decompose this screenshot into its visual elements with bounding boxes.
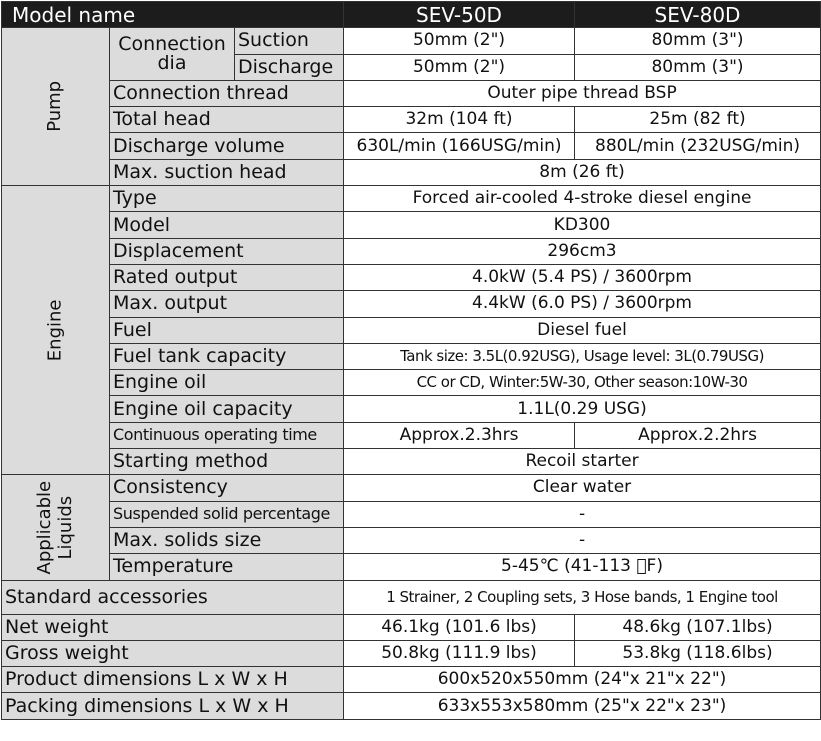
suction-label: Suction: [235, 28, 344, 54]
table-row: [2, 159, 821, 185]
table-row: [2, 133, 821, 159]
fuel-tank-value: Tank size: 3.5L(0.92USG), Usage level: 3L(0.79USG): [344, 343, 821, 369]
suction-value-a: 50mm (2"): [344, 28, 575, 54]
product-dimensions-value: 600x520x550mm (24"x 21"x 22"): [344, 667, 821, 693]
consistency-label: Consistency: [110, 475, 344, 501]
net-weight-label: Net weight: [2, 614, 344, 640]
suction-value-b: 80mm (3"): [575, 28, 821, 54]
max-solids-size-label: Max. solids size: [110, 527, 344, 553]
table-row: [2, 580, 821, 614]
table-row: [2, 501, 821, 527]
discharge-label: Discharge: [235, 54, 344, 80]
gross-weight-value-a: 50.8kg (111.9 lbs): [344, 640, 575, 666]
engine-oil-label: Engine oil: [110, 370, 344, 396]
max-solids-size-value: -: [344, 527, 821, 553]
pump-group-label: Pump: [2, 28, 110, 186]
connection-thread-value: Outer pipe thread BSP: [344, 80, 821, 106]
table-row: [2, 693, 821, 719]
continuous-operating-value-a: Approx.2.3hrs: [344, 422, 575, 448]
continuous-operating-value-b: Approx.2.2hrs: [575, 422, 821, 448]
discharge-value-b: 80mm (3"): [575, 54, 821, 80]
total-head-value-b: 25m (82 ft): [575, 107, 821, 133]
table-row: [2, 667, 821, 693]
engine-type-label: Type: [110, 186, 344, 212]
suspended-solid-label: Suspended solid percentage: [110, 501, 344, 527]
table-row: [2, 449, 821, 475]
suspended-solid-value: -: [344, 501, 821, 527]
total-head-label: Total head: [110, 107, 344, 133]
table-row: [2, 317, 821, 343]
packing-dimensions-value: 633x553x580mm (25"x 22"x 23"): [344, 693, 821, 719]
net-weight-value-a: 46.1kg (101.6 lbs): [344, 614, 575, 640]
table-row: [2, 238, 821, 264]
engine-group-label: Engine: [2, 186, 110, 475]
rated-output-value: 4.0kW (5.4 PS) / 3600rpm: [344, 264, 821, 290]
max-suction-head-value: 8m (26 ft): [344, 159, 821, 185]
standard-accessories-label: Standard accessories: [2, 580, 344, 614]
table-row: [2, 28, 821, 54]
spec-table: [1, 1, 821, 720]
table-row: [2, 186, 821, 212]
header-row: [2, 2, 821, 28]
table-row: [2, 614, 821, 640]
displacement-label: Displacement: [110, 238, 344, 264]
max-output-label: Max. output: [110, 291, 344, 317]
consistency-value: Clear water: [344, 475, 821, 501]
engine-model-label: Model: [110, 212, 344, 238]
gross-weight-label: Gross weight: [2, 640, 344, 666]
continuous-operating-label: Continuous operating time: [110, 422, 344, 448]
table-row: [2, 264, 821, 290]
connection-thread-label: Connection thread: [110, 80, 344, 106]
rated-output-label: Rated output: [110, 264, 344, 290]
table-row: [2, 475, 821, 501]
table-row: [2, 343, 821, 369]
discharge-value-a: 50mm (2"): [344, 54, 575, 80]
table-row: [2, 554, 821, 580]
engine-type-value: Forced air-cooled 4-stroke diesel engine: [344, 186, 821, 212]
table-row: [2, 396, 821, 422]
table-row: [2, 370, 821, 396]
total-head-value-a: 32m (104 ft): [344, 107, 575, 133]
temperature-label: Temperature: [110, 554, 344, 580]
table-row: [2, 107, 821, 133]
engine-model-value: KD300: [344, 212, 821, 238]
starting-method-label: Starting method: [110, 449, 344, 475]
model-name-header: Model name: [2, 2, 344, 28]
standard-accessories-value: 1 Strainer, 2 Coupling sets, 3 Hose bands, 1 Engine tool: [344, 580, 821, 614]
max-output-value: 4.4kW (6.0 PS) / 3600rpm: [344, 291, 821, 317]
discharge-volume-label: Discharge volume: [110, 133, 344, 159]
engine-oil-capacity-value: 1.1L(0.29 USG): [344, 396, 821, 422]
engine-oil-capacity-label: Engine oil capacity: [110, 396, 344, 422]
discharge-volume-value-b: 880L/min (232USG/min): [575, 133, 821, 159]
discharge-volume-value-a: 630L/min (166USG/min): [344, 133, 575, 159]
net-weight-value-b: 48.6kg (107.1lbs): [575, 614, 821, 640]
fuel-tank-label: Fuel tank capacity: [110, 343, 344, 369]
connection-dia-label: Connection dia: [110, 28, 235, 81]
model-b-header: SEV-80D: [575, 2, 821, 28]
displacement-value: 296cm3: [344, 238, 821, 264]
product-dimensions-label: Product dimensions L x W x H: [2, 667, 344, 693]
model-a-header: SEV-50D: [344, 2, 575, 28]
temperature-value: 5-45℃ (41-113 ゚F): [344, 554, 821, 580]
table-row: [2, 527, 821, 553]
table-row: [2, 640, 821, 666]
gross-weight-value-b: 53.8kg (118.6lbs): [575, 640, 821, 666]
engine-oil-value: CC or CD, Winter:5W-30, Other season:10W-30: [344, 370, 821, 396]
packing-dimensions-label: Packing dimensions L x W x H: [2, 693, 344, 719]
table-row: [2, 291, 821, 317]
fuel-label: Fuel: [110, 317, 344, 343]
table-row: [2, 80, 821, 106]
table-row: [2, 422, 821, 448]
max-suction-head-label: Max. suction head: [110, 159, 344, 185]
liquids-group-label: Applicable Liquids: [2, 475, 110, 580]
fuel-value: Diesel fuel: [344, 317, 821, 343]
table-row: [2, 212, 821, 238]
starting-method-value: Recoil starter: [344, 449, 821, 475]
